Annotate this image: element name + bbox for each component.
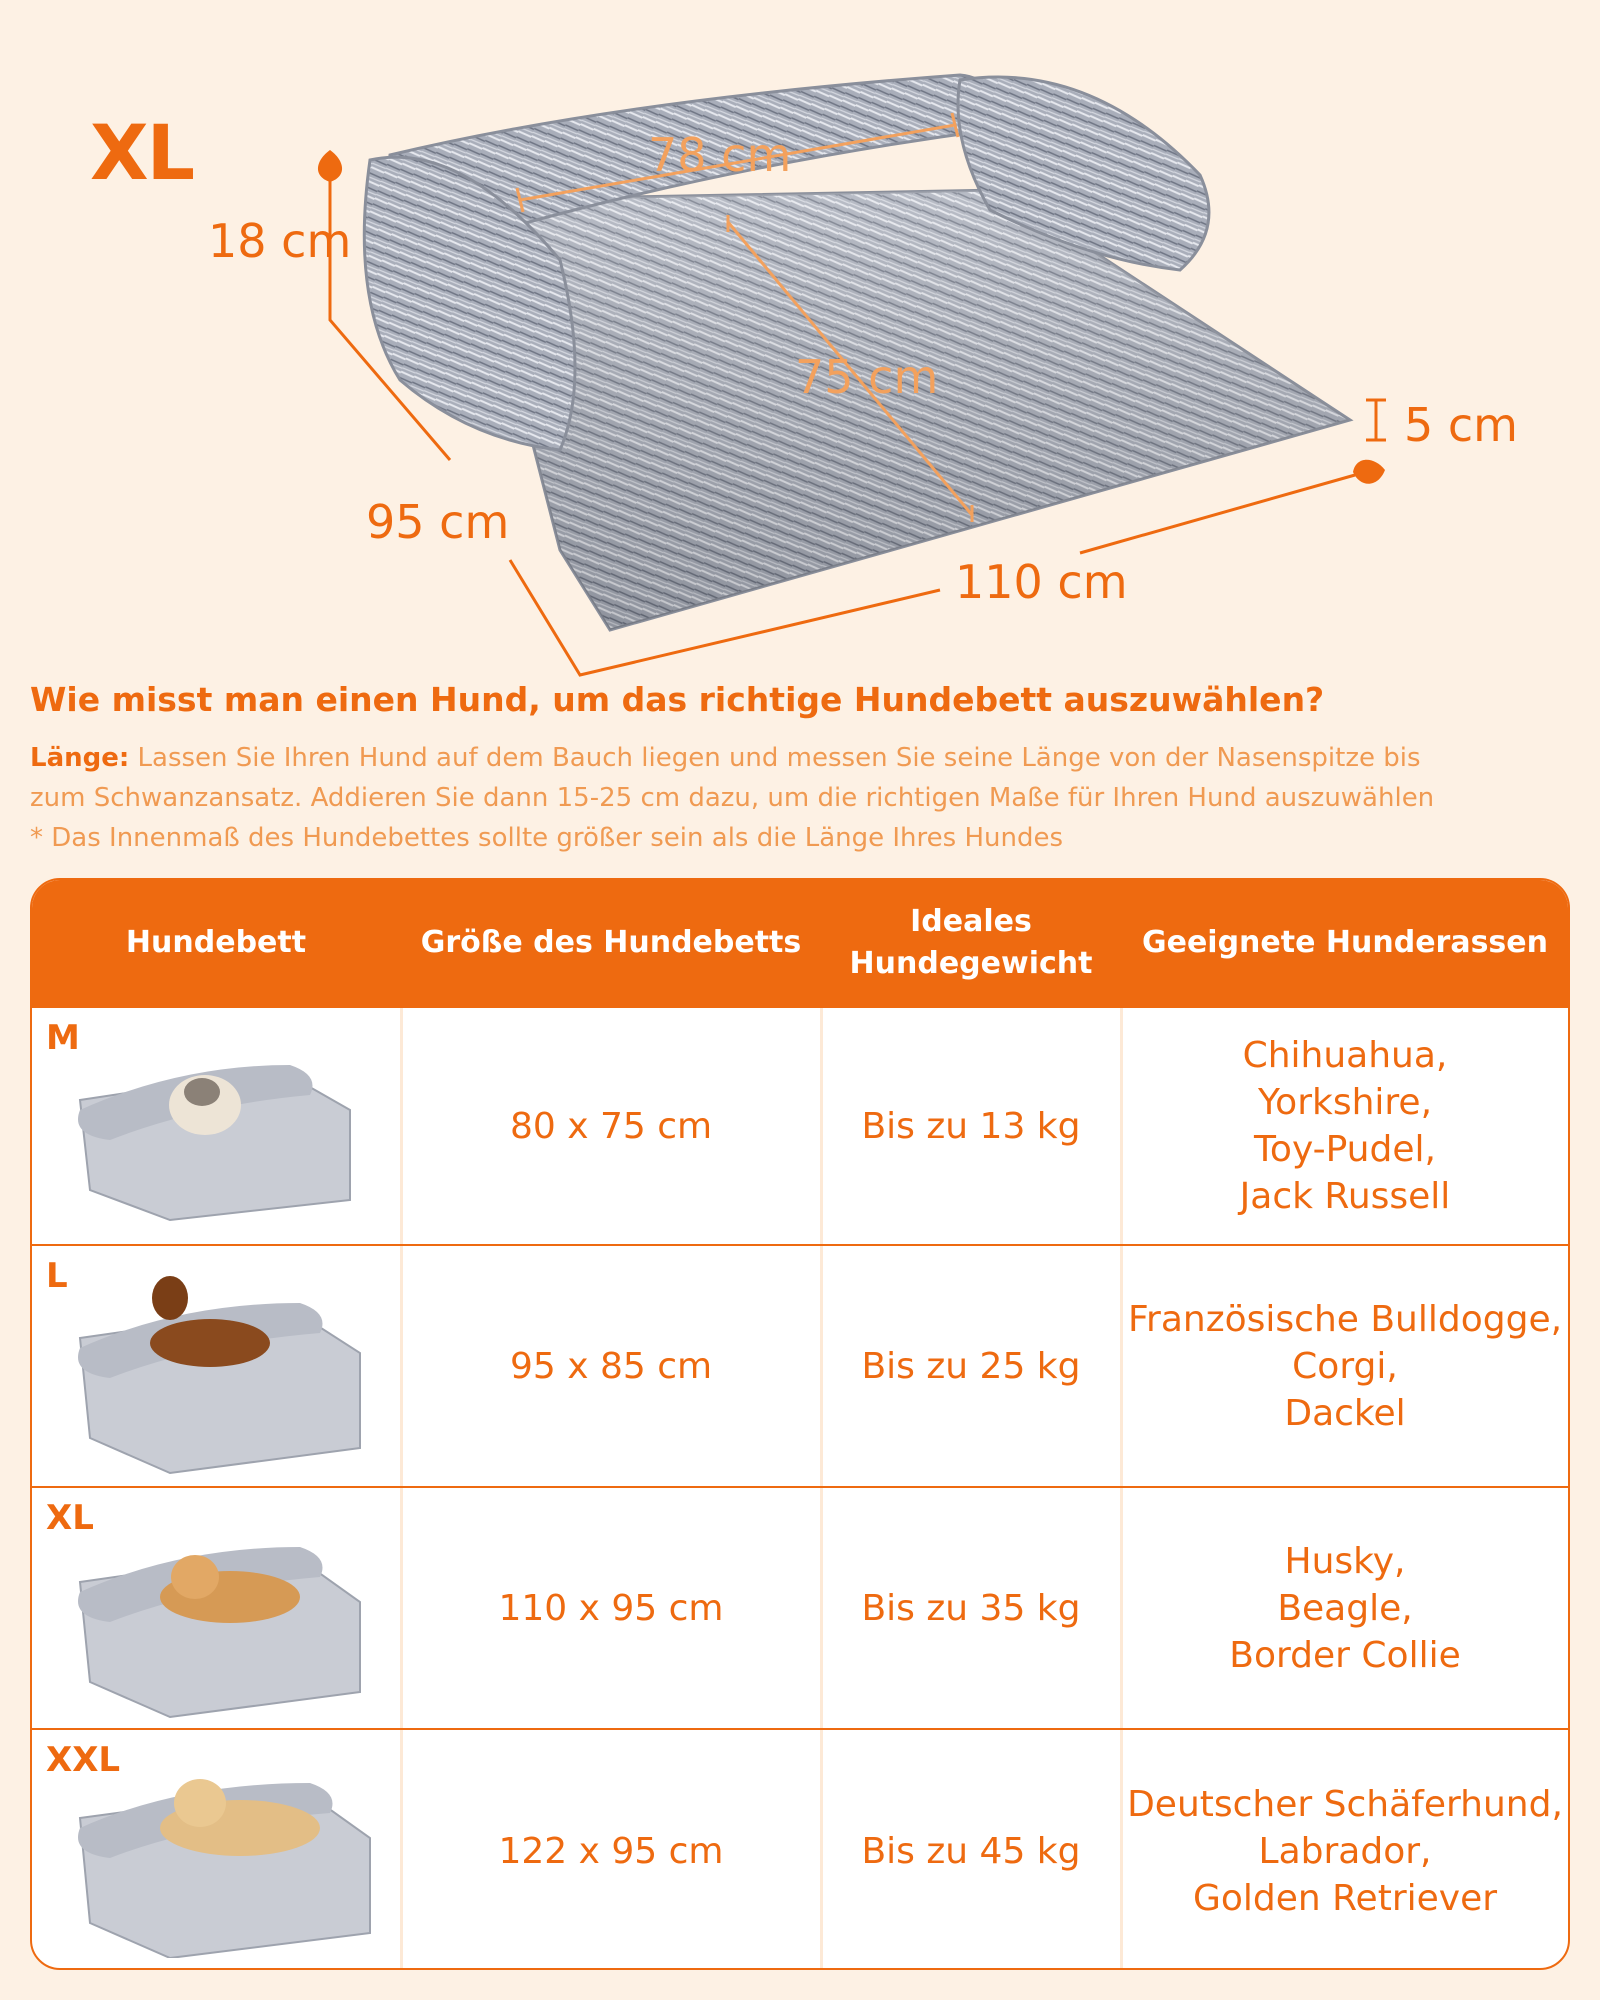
- length-text-2: zum Schwanzansatz. Addieren Sie dann 15-25 cm dazu, um die richtigen Maße für Ihren Hund auszuwählen: [30, 783, 1435, 813]
- row-size-label: XL: [46, 1498, 94, 1538]
- row-weight: Bis zu 35 kg: [861, 1587, 1081, 1629]
- row-dimensions: 122 x 95 cm: [498, 1830, 724, 1872]
- breed-item: Beagle,: [1277, 1587, 1413, 1629]
- breed-item: Labrador,: [1258, 1830, 1432, 1872]
- breed-item: Toy-Pudel,: [1254, 1129, 1436, 1170]
- breed-item: Jack Russell: [1239, 1176, 1451, 1217]
- inner-size-note: * Das Innenmaß des Hundebettes sollte größer sein als die Länge Ihres Hundes: [30, 823, 1064, 853]
- dimension-outer-depth: 95 cm: [366, 495, 510, 549]
- table-row-xxl: [32, 1728, 1568, 1970]
- row-weight: Bis zu 13 kg: [861, 1105, 1081, 1147]
- row-size-label: XXL: [46, 1740, 121, 1780]
- dimension-outer-width: 110 cm: [955, 555, 1128, 609]
- table-row-l: [32, 1244, 1568, 1486]
- row-dimensions: 110 x 95 cm: [498, 1587, 724, 1629]
- dimension-inner-depth: 75 cm: [795, 350, 939, 404]
- measure-guide-heading: Wie misst man einen Hund, um das richtige Hundebett auszuwählen?: [30, 680, 1325, 719]
- header-size: Größe des Hundebetts: [420, 925, 802, 960]
- header-weight-line-1: Ideales: [910, 904, 1032, 939]
- row-breeds: [1122, 1488, 1568, 1728]
- row-breeds: [1122, 1246, 1568, 1486]
- table-row-xl: [32, 1486, 1568, 1728]
- length-line-1: [30, 738, 1580, 778]
- row-weight: Bis zu 45 kg: [861, 1830, 1081, 1872]
- breed-item: Border Collie: [1229, 1634, 1461, 1676]
- dimension-inner-width: 78 cm: [648, 128, 792, 182]
- breed-item: Deutscher Schäferhund,: [1127, 1783, 1563, 1825]
- measure-guide-text: [30, 738, 1580, 858]
- breed-item: Golden Retriever: [1192, 1877, 1498, 1919]
- row-dimensions: 80 x 75 cm: [509, 1105, 713, 1147]
- row-weight: Bis zu 25 kg: [861, 1345, 1081, 1387]
- breed-item: Dackel: [1284, 1392, 1406, 1434]
- header-breeds: Geeignete Hunderassen: [1141, 925, 1548, 960]
- length-label: Länge:: [30, 743, 130, 773]
- bed-with-dog-xxl-image: [50, 1748, 390, 1958]
- header-weight: [822, 880, 1120, 1006]
- breed-item: Corgi,: [1292, 1345, 1398, 1387]
- dog-bed-illustration: [0, 0, 1600, 690]
- table-row-m: [32, 1006, 1568, 1244]
- size-badge: XL: [90, 108, 194, 197]
- row-breeds: [1122, 1730, 1568, 1970]
- bed-with-dog-m-image: [50, 1030, 380, 1230]
- breed-item: Husky,: [1284, 1540, 1406, 1582]
- bed-with-dog-l-image: [50, 1258, 380, 1478]
- breed-item: Chihuahua,: [1242, 1035, 1448, 1076]
- dimension-thickness: 5 cm: [1404, 398, 1518, 452]
- table-header: [32, 880, 1568, 1006]
- row-size-label: M: [46, 1018, 80, 1058]
- row-dimensions: 95 x 85 cm: [509, 1345, 713, 1387]
- dimension-bolster-height: 18 cm: [208, 214, 352, 268]
- row-size-label: L: [46, 1256, 68, 1296]
- breed-item: Yorkshire,: [1257, 1082, 1433, 1123]
- length-text-1: Lassen Sie Ihren Hund auf dem Bauch liegen und messen Sie seine Länge von der Nasenspitze bis: [129, 743, 1421, 773]
- row-breeds: [1122, 1008, 1568, 1244]
- bed-with-dog-xl-image: [50, 1512, 380, 1722]
- hero-section: [0, 0, 1600, 690]
- size-table: [30, 878, 1570, 1970]
- header-bed: Hundebett: [125, 925, 307, 960]
- header-weight-line-2: Hundegewicht: [849, 946, 1093, 981]
- breed-item: Französische Bulldogge,: [1127, 1298, 1563, 1340]
